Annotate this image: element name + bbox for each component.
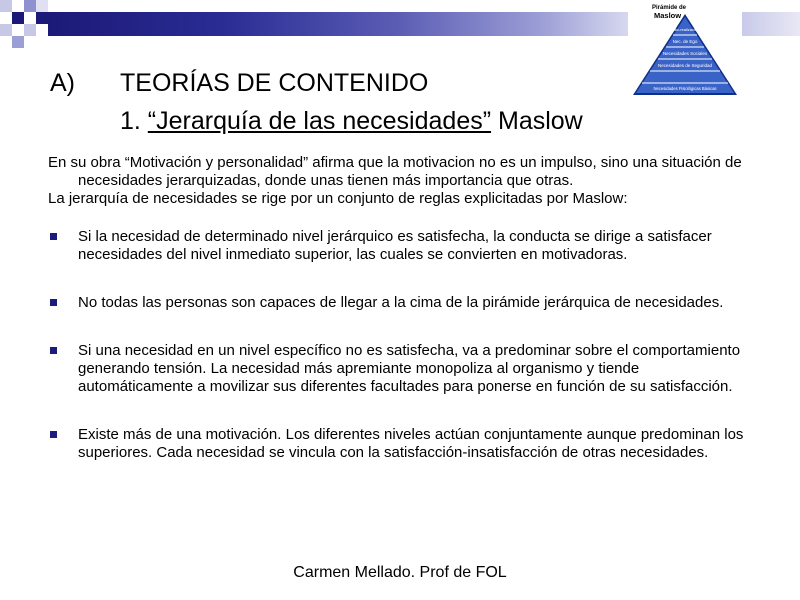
title-line2 <box>120 104 583 138</box>
list-item-text: Si la necesidad de determinado nivel jerárquico es satisfecha, la conducta se dirige a satisfacer necesidades del nivel inmediato superior, las cuales se convierten en motivadoras. <box>78 228 712 263</box>
pyramid-level-label: Auto-realización <box>670 27 700 32</box>
decor-square <box>0 0 12 12</box>
list-item <box>48 426 758 462</box>
title-line2-prefix: 1. <box>120 107 148 135</box>
pyramid-level-label: Necesidades Sociales <box>662 51 708 56</box>
decor-square <box>12 12 24 24</box>
list-item-text: No todas las personas son capaces de llegar a la cima de la pirámide jerárquica de necesidades. <box>78 294 724 311</box>
slide-footer: Carmen Mellado. Prof de FOL <box>293 564 507 581</box>
header-gradient-bar-right <box>742 12 800 36</box>
list-item-text: Existe más de una motivación. Los diferentes niveles actúan conjuntamente aunque predominan los superiores. Cada necesidad se vincula con la satisfacción-insatisfacción de otras necesidades. <box>78 426 744 461</box>
square-bullet-icon <box>50 347 57 354</box>
title-line2-underlined: “Jerarquía de las necesidades” <box>147 107 492 135</box>
pyramid-level-label: Nec. de Ego <box>672 39 698 44</box>
title-number: A) <box>50 69 75 97</box>
list-item-text: Si una necesidad en un nivel específico no es satisfecha, va a predominar sobre el comportamiento generando tensión. La necesidad más apremiante monopoliza al organismo y tiende automáticamente a movilizar sus diferentes facultades para ponerse en función de su satisfacción. <box>78 342 741 395</box>
title-line1: TEORÍAS DE CONTENIDO <box>120 69 429 97</box>
decor-square <box>12 36 24 48</box>
title-line2-suffix: Maslow <box>491 107 583 135</box>
pyramid-level-label: Necesidades Fisiológicas Básicas <box>653 86 717 91</box>
list-item <box>48 294 758 312</box>
list-item <box>48 342 758 396</box>
decor-square <box>36 12 48 24</box>
square-bullet-icon <box>50 299 57 306</box>
decor-square <box>36 0 48 12</box>
slide-body <box>48 154 758 462</box>
square-bullet-icon <box>50 233 57 240</box>
list-item <box>48 228 758 264</box>
pyramid-level-label: Necesidades de Seguridad <box>657 63 713 68</box>
rules-intro-paragraph: La jerarquía de necesidades se rige por un conjunto de reglas explicitadas por Maslow: <box>48 190 628 207</box>
pyramid-heading-line1: Pirámide de <box>652 5 687 11</box>
maslow-pyramid-image <box>628 0 742 98</box>
square-bullet-icon <box>50 431 57 438</box>
decor-square <box>0 24 12 36</box>
header-gradient-bar <box>48 12 628 36</box>
intro-paragraph: En su obra “Motivación y personalidad” afirma que la motivacion no es un impulso, sino una situación de necesidades jerarquizadas, donde unas tienen más importancia que otras. <box>48 154 742 189</box>
rules-list <box>48 228 758 462</box>
decor-square <box>24 24 36 36</box>
pyramid-heading-line2: Maslow <box>654 11 682 20</box>
decor-square <box>24 0 36 12</box>
